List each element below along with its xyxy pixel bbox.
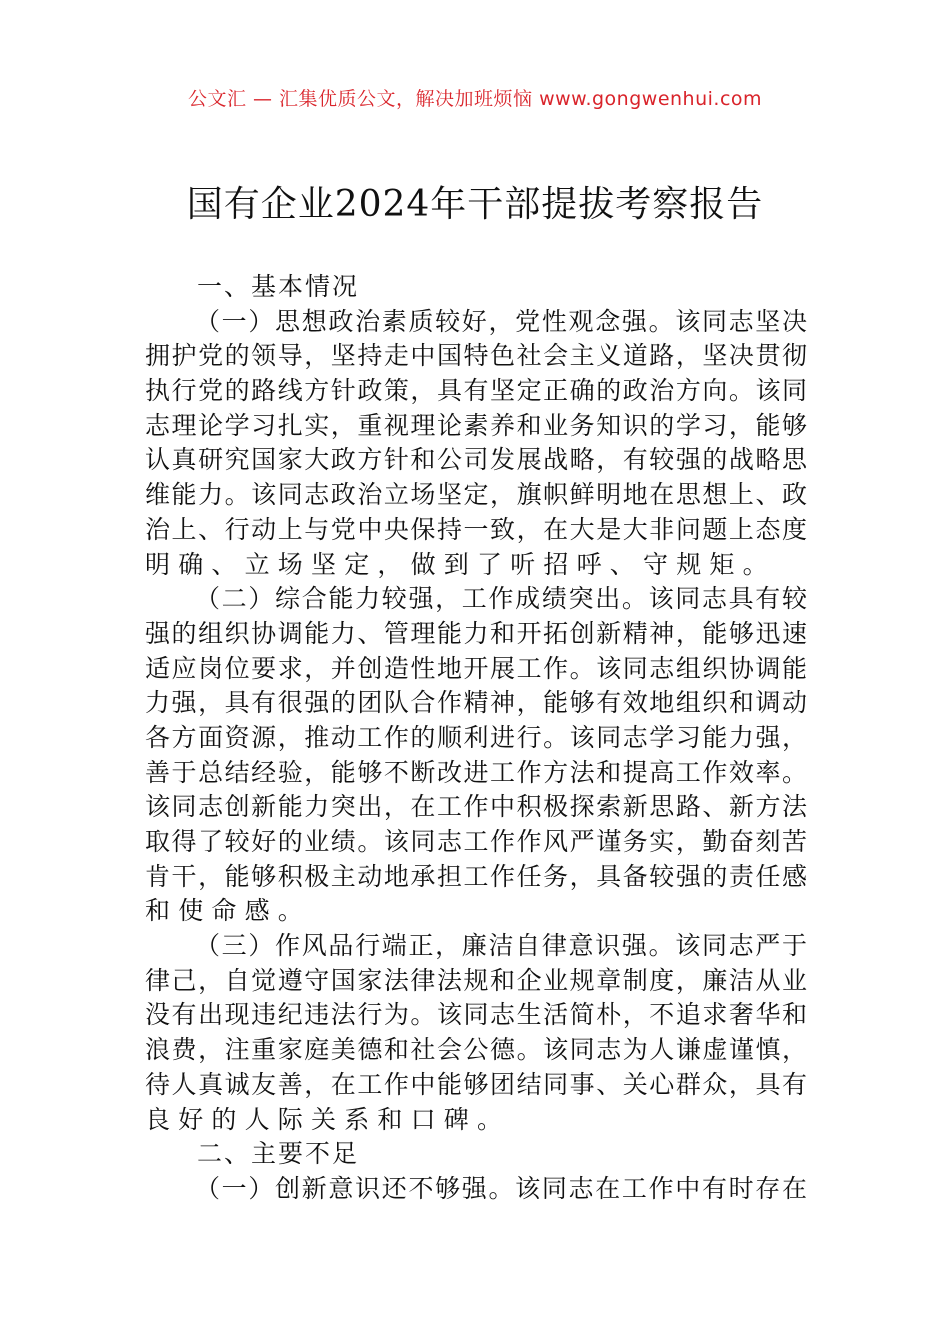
paragraph-line: 该同志创新能力突出，在工作中积极探索新思路、新方法 (145, 792, 807, 822)
document-title: 国有企业2024年干部提拔考察报告 (186, 184, 764, 225)
paragraph-line: 维能力。该同志政治立场坚定，旗帜鲜明地在思想上、政 (145, 480, 807, 510)
paragraph-line: 和使命感。 (145, 896, 312, 926)
paragraph-line: 各方面资源，推动工作的顺利进行。该同志学习能力强， (145, 722, 807, 752)
paragraph-line: 良好的人际关系和口碑。 (145, 1104, 511, 1134)
document-body (145, 270, 807, 1207)
paragraph-line: （一）创新意识还不够强。该同志在工作中有时存在 (195, 1173, 807, 1203)
paragraph-line: 执行党的路线方针政策，具有坚定正确的政治方向。该同 (145, 376, 807, 406)
paragraph-line: 适应岗位要求，并创造性地开展工作。该同志组织协调能 (145, 653, 807, 683)
paragraph-line: 取得了较好的业绩。该同志工作作风严谨务实，勤奋刻苦 (145, 827, 807, 856)
paragraph-line: （三）作风品行端正，廉洁自律意识强。该同志严于 (195, 931, 807, 961)
paragraph-line: （一）思想政治素质较好，党性观念强。该同志坚决 (195, 306, 807, 336)
paragraph-line: 强的组织协调能力、管理能力和开拓创新精神，能够迅速 (145, 618, 807, 648)
paragraph-line: 拥护党的领导，坚持走中国特色社会主义道路，坚决贯彻 (145, 341, 807, 371)
paragraph-line: 力强，具有很强的团队合作精神，能够有效地组织和调动 (145, 688, 807, 718)
paragraph-line: （二）综合能力较强，工作成绩突出。该同志具有较 (195, 584, 807, 614)
paragraph-line: 待人真诚友善，在工作中能够团结同事、关心群众，具有 (145, 1069, 807, 1099)
paragraph-line: 没有出现违纪违法行为。该同志生活简朴，不追求奢华和 (145, 1000, 807, 1030)
paragraph-line: 认真研究国家大政方针和公司发展战略，有较强的战略思 (145, 445, 807, 475)
paragraph-line: 治上、行动上与党中央保持一致，在大是大非问题上态度 (145, 514, 807, 544)
paragraph-line: 肯干，能够积极主动地承担工作任务，具备较强的责任感 (145, 861, 807, 891)
paragraph-line: 律己，自觉遵守国家法律法规和企业规章制度，廉洁从业 (145, 965, 807, 995)
paragraph-line: 浪费，注重家庭美德和社会公德。该同志为人谦虚谨慎， (145, 1035, 807, 1065)
section-heading: 一、基本情况 (197, 272, 360, 301)
paragraph-line: 志理论学习扎实，重视理论素养和业务知识的学习，能够 (145, 410, 807, 440)
paragraph-line: 善于总结经验，能够不断改进工作方法和提高工作效率。 (145, 757, 807, 787)
paragraph-line: 明确、立场坚定，做到了听招呼、守规矩。 (145, 549, 776, 579)
section-heading: 二、主要不足 (197, 1139, 360, 1169)
watermark-header: 公文汇 — 汇集优质公文，解决加班烦恼 www.gongwenhui.com (187, 88, 763, 110)
